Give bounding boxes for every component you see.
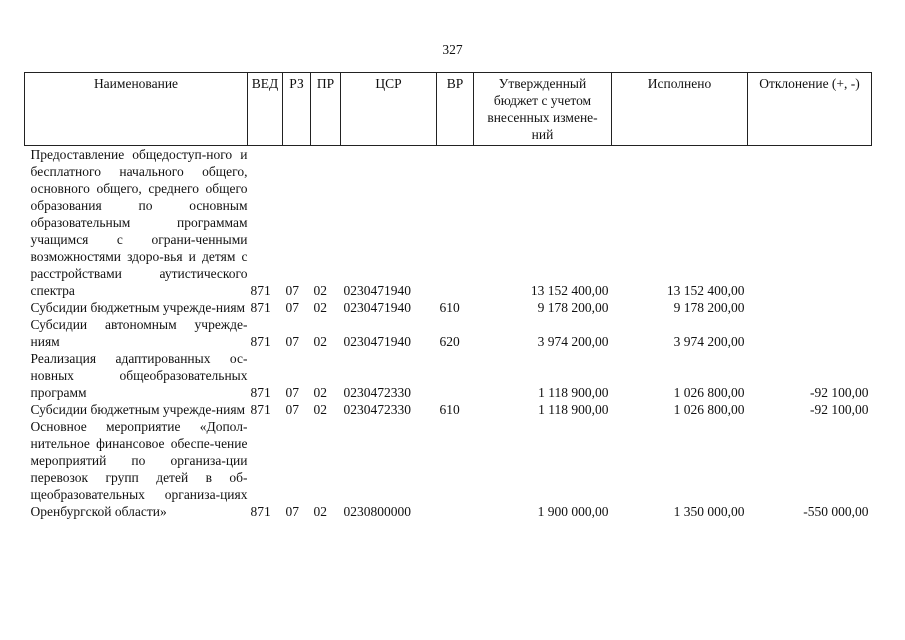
row-csr: 0230471940 bbox=[343, 334, 411, 349]
row-ved: 871 bbox=[250, 385, 271, 400]
row-pr: 02 bbox=[313, 385, 327, 400]
table-row bbox=[25, 350, 872, 401]
row-approved-budget: 1 900 000,00 bbox=[537, 504, 609, 519]
row-deviation bbox=[748, 316, 872, 350]
row-rz: 07 bbox=[285, 300, 299, 315]
row-deviation bbox=[748, 146, 872, 300]
row-name: Субсидии автономным учрежде-ниям bbox=[30, 317, 248, 349]
header-name: Наименование bbox=[25, 73, 248, 146]
header-rz: РЗ bbox=[283, 73, 311, 146]
row-name: Реализация адаптированных ос-новных общеобразовательных программ bbox=[30, 351, 248, 400]
row-vr bbox=[437, 418, 474, 520]
row-approved-budget: 3 974 200,00 bbox=[537, 334, 609, 349]
row-approved-budget: 1 118 900,00 bbox=[538, 402, 609, 417]
table-row bbox=[25, 299, 872, 316]
row-pr: 02 bbox=[313, 504, 327, 519]
row-rz: 07 bbox=[285, 385, 299, 400]
row-pr: 02 bbox=[313, 402, 327, 417]
row-deviation: -92 100,00 bbox=[810, 385, 869, 400]
row-executed: 1 026 800,00 bbox=[673, 385, 745, 400]
row-executed: 3 974 200,00 bbox=[673, 334, 745, 349]
header-vr: ВР bbox=[437, 73, 474, 146]
page-number: 327 bbox=[442, 42, 463, 57]
header-executed: Исполнено bbox=[612, 73, 748, 146]
row-name: Субсидии бюджетным учрежде-ниям bbox=[30, 300, 246, 315]
table-row bbox=[25, 146, 872, 300]
row-csr: 0230472330 bbox=[343, 385, 411, 400]
row-rz: 07 bbox=[285, 283, 299, 298]
row-deviation bbox=[748, 299, 872, 316]
row-executed: 13 152 400,00 bbox=[666, 283, 745, 298]
row-csr: 0230800000 bbox=[343, 504, 411, 519]
table-row bbox=[25, 401, 872, 418]
row-ved: 871 bbox=[250, 283, 271, 298]
row-name: Предоставление общедоступ-ного и бесплатного начального общего, основного общего, среднего общего образования по основным образовательным программам учащимся с ограни-ченными возможностями здоро-вья и детям с расстройствами аутистического спектра bbox=[30, 147, 248, 298]
header-pr: ПР bbox=[311, 73, 341, 146]
row-name: Основное мероприятие «Допол-нительное финансовое обеспе-чение мероприятий по организа-ции перевозок групп детей в об-щеобразовательных организа-циях Оренбургской области» bbox=[30, 419, 248, 519]
row-approved-budget: 13 152 400,00 bbox=[530, 283, 609, 298]
row-executed: 1 350 000,00 bbox=[673, 504, 745, 519]
row-pr: 02 bbox=[313, 300, 327, 315]
row-deviation: -92 100,00 bbox=[810, 402, 869, 417]
row-executed: 9 178 200,00 bbox=[673, 300, 745, 315]
row-csr: 0230471940 bbox=[343, 283, 411, 298]
row-rz: 07 bbox=[285, 334, 299, 349]
row-approved-budget: 1 118 900,00 bbox=[538, 385, 609, 400]
row-vr bbox=[437, 146, 474, 300]
row-ved: 871 bbox=[250, 504, 271, 519]
table-header-row bbox=[25, 73, 872, 146]
row-vr: 610 bbox=[439, 402, 460, 417]
row-csr: 0230472330 bbox=[343, 402, 411, 417]
row-ved: 871 bbox=[250, 334, 271, 349]
row-deviation: -550 000,00 bbox=[803, 504, 869, 519]
row-csr: 0230471940 bbox=[343, 300, 411, 315]
row-pr: 02 bbox=[313, 283, 327, 298]
table-row bbox=[25, 316, 872, 350]
row-name: Субсидии бюджетным учрежде-ниям bbox=[30, 402, 246, 417]
row-ved: 871 bbox=[250, 402, 271, 417]
row-vr: 620 bbox=[439, 334, 460, 349]
row-pr: 02 bbox=[313, 334, 327, 349]
row-executed: 1 026 800,00 bbox=[673, 402, 745, 417]
row-ved: 871 bbox=[250, 300, 271, 315]
row-rz: 07 bbox=[285, 402, 299, 417]
header-deviation: Отклонение (+, -) bbox=[748, 73, 872, 146]
header-ved: ВЕД bbox=[248, 73, 283, 146]
budget-table bbox=[24, 72, 872, 520]
table-row bbox=[25, 418, 872, 520]
header-approved-budget: Утвержденный бюджет с учетом внесенных измене-ний bbox=[474, 73, 612, 146]
row-vr: 610 bbox=[439, 300, 460, 315]
row-rz: 07 bbox=[285, 504, 299, 519]
row-approved-budget: 9 178 200,00 bbox=[537, 300, 609, 315]
header-csr: ЦСР bbox=[341, 73, 437, 146]
row-vr bbox=[437, 350, 474, 401]
